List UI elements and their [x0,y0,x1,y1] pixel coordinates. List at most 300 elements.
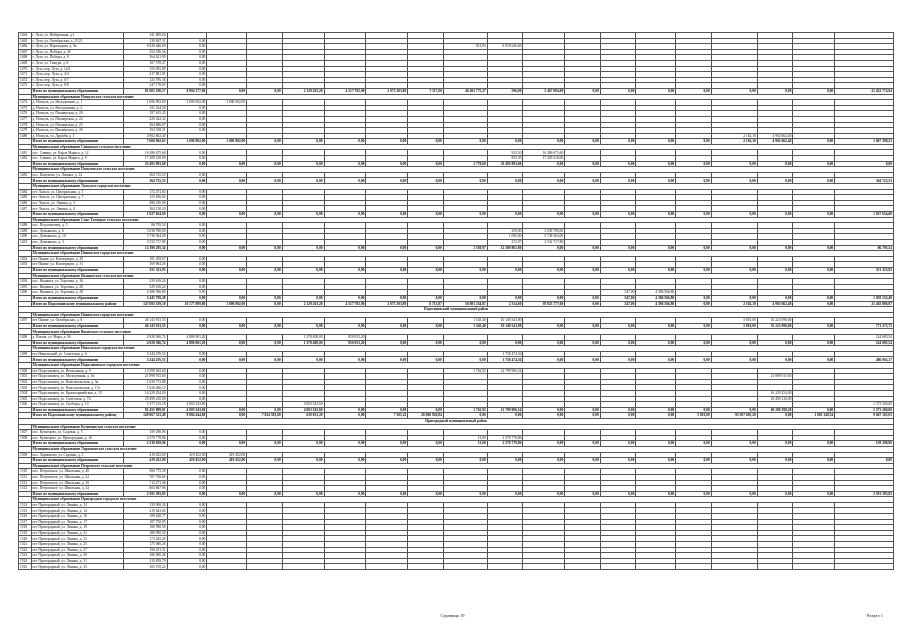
row-number-cell: 1516 [19,514,32,520]
value-cell: 0,00 [636,357,676,363]
value-cell: 1 696 902,00 [207,100,247,106]
value-cell: 529 616,24 [123,284,167,290]
address-cell: пос. Демьяново, д. 3 [31,239,123,245]
value-cell: 0,00 [565,139,601,145]
value-cell: 4 517 792,00 [324,301,366,307]
value-cell: 0,00 [600,323,636,329]
page-footer: Страница 19 [440,613,465,618]
value-cell: 0,00 [247,323,283,329]
address-cell: пгт Подосиновец, ул. Молодежная, д. 16 [31,374,123,380]
value-cell: 0,00 [600,88,636,94]
value-cell: 2 591 383,85 [123,491,167,497]
value-cell: 0,00 [408,458,444,464]
value-cell: 4 386 566,80 [636,290,676,296]
value-cell: 0,00 [247,178,283,184]
address-cell: Итого по муниципальному образованию [31,267,123,273]
address-cell: пгт Лальск, ул. Ленина, д. 4 [31,206,123,212]
value-cell: 0,00 [676,323,712,329]
value-cell: 0,00 [167,267,207,273]
value-cell: 0,00 [793,267,835,273]
value-cell: 4 902 662,40 [757,301,793,307]
value-cell: 0,00 [282,212,324,218]
value-cell: 0,00 [324,245,366,251]
value-cell: 4 902 662,40 [757,139,793,145]
value-cell: 0,00 [366,441,408,447]
row-number-cell: 1519 [19,530,32,536]
address-cell: Итого по муниципальному образованию [31,245,123,251]
value-cell: 0,00 [676,295,712,301]
value-cell: 8 884 444,80 [167,413,207,419]
value-cell: 123 976,36 [123,77,167,83]
value-cell: 0,00 [366,407,408,413]
value-cell: 1 696 902,00 [123,100,167,106]
value-cell: 0,00 [167,161,207,167]
row-number-cell: 1513 [19,486,32,492]
value-cell: 0,00 [443,178,487,184]
value-cell: 0,00 [793,407,835,413]
address-cell: д. Ношуль, ул. Пионерская, д. 20 [31,111,123,117]
row-number-cell: 1470 [19,66,32,72]
value-cell: 35 223 096,00 [757,318,793,324]
value-cell: 186 680,46 [123,553,167,559]
value-cell: 0,00 [324,407,366,413]
value-cell: 0,00 [207,161,247,167]
value-cell: 0,00 [636,458,676,464]
value-cell: 86 795,54 [835,245,894,251]
address-cell: пгт Пригородный, ул. Ленина, д. 21 [31,530,123,536]
address-cell: Итого по муниципальному образованию [31,161,123,167]
value-cell: 5 244 476,53 [123,357,167,363]
value-cell: 0,00 [167,323,207,329]
value-cell: 0,00 [793,491,835,497]
value-cell: 0,00 [636,441,676,447]
value-cell: 0,00 [757,458,793,464]
value-cell: 0,00 [711,441,757,447]
value-cell: 0,00 [282,295,324,301]
value-cell [443,564,487,570]
value-cell: 0,00 [487,491,523,497]
row-number-cell: 1472 [19,77,32,83]
row-number-cell: 1498 [19,335,32,341]
address-cell: пос. Петровское, ул. Школьная, д. 30 [31,480,123,486]
value-cell: 17 209 218,00 [523,156,565,162]
row-number-cell: 1508 [19,435,32,441]
section-title: Муниципальное образование Петровское сельское поселение [31,463,893,469]
value-cell: 5 810,00 [711,318,757,324]
row-number-cell: 1523 [19,553,32,559]
value-cell: 0,00 [565,161,601,167]
value-cell: 3 038 780,00 [523,228,565,234]
table-row [19,564,894,570]
value-cell: 0,00 [487,212,523,218]
value-cell: 1 696 902,00 [167,100,207,106]
value-cell: 0,00 [443,267,487,273]
address-cell: г. Луза, пер. Луза, д. 1а/2 [31,66,123,72]
value-cell: 0,00 [600,212,636,218]
value-cell: 2 162,10 [711,133,757,139]
address-cell: пгт Пригородный, ул. Ленина, д. 14 [31,508,123,514]
value-cell: 0,00 [366,491,408,497]
value-cell: 0,00 [676,407,712,413]
value-cell: 0,00 [487,295,523,301]
value-cell: 0,00 [207,340,247,346]
value-cell: 0,00 [167,66,207,72]
address-cell: пос. Петровское, ул. Школьная, д. 22 [31,474,123,480]
row-number-cell: 1525 [19,564,32,570]
value-cell: 1 378 408,00 [282,340,324,346]
value-cell: 0,00 [565,413,601,419]
value-cell [366,564,408,570]
value-cell: 0,00 [676,139,712,145]
value-cell: 0,00 [366,267,408,273]
value-cell: 0,00 [167,60,207,66]
row-number-cell: 1476 [19,111,32,117]
value-cell: 153 055,89 [123,66,167,72]
table-body [19,33,894,570]
address-cell: Итого по муниципальному образованию [31,178,123,184]
value-cell: 1 000,00 [487,234,523,240]
section-title: Муниципальное образование Ларионовское сельское поселение [31,446,893,452]
value-cell: 0,00 [835,458,894,464]
value-cell: 0,00 [282,178,324,184]
value-cell: 4 003 543,60 [167,402,207,408]
value-cell: 0,00 [324,491,366,497]
address-cell: пос. Якшанга, ул. Торговая, д. 16 [31,279,123,285]
value-cell: 0,00 [282,458,324,464]
value-cell: 4 902 662,40 [123,133,167,139]
value-cell: 0,00 [676,340,712,346]
section-title: Муниципальное образование Висимское сельское поселение [31,329,893,335]
row-number-cell: 1492 [19,256,32,262]
value-cell: 0,00 [523,161,565,167]
value-cell: 771 273,75 [835,323,894,329]
value-cell: 0,00 [676,301,712,307]
value-cell: 0,00 [324,267,366,273]
value-cell: 4 928 506,74 [123,340,167,346]
section-title: Муниципальное образование Спас-Талицкое сельское поселение [31,217,893,223]
value-cell: 4 517 792,00 [324,88,366,94]
value-cell: 0,00 [282,267,324,273]
value-cell: 0,00 [247,161,283,167]
value-cell: 0,00 [443,491,487,497]
value-cell: 5 244 476,53 [123,351,167,357]
value-cell: 0,00 [324,458,366,464]
value-cell: 0,00 [711,178,757,184]
value-cell: 0,00 [247,267,283,273]
value-cell: 0,00 [565,245,601,251]
value-cell: 1 696 902,00 [207,301,247,307]
row-number-cell: 1482 [19,156,32,162]
value-cell: 0,00 [565,267,601,273]
row-number-cell: 1507 [19,430,32,436]
value-cell: 0,00 [600,491,636,497]
address-cell: пгт Пригородный, ул. Ленина, д. 12 [31,502,123,508]
value-cell: 547,00 [600,290,636,296]
value-cell: 0,00 [167,195,207,201]
value-cell: 0,00 [565,491,601,497]
value-cell: 0,00 [282,491,324,497]
address-cell: Итого по муниципальному образованию [31,295,123,301]
value-cell: 10 149 543,80 [487,323,523,329]
value-cell: 0,00 [636,161,676,167]
value-cell: 0,00 [247,301,283,307]
address-cell: д. Ношуль, ул. Пионерская, д. 25 [31,122,123,128]
section-title: Муниципальное образование Подосиновское городское поселение [31,363,893,369]
value-cell [207,564,247,570]
value-cell: 0,00 [167,228,207,234]
value-cell: 258,00 [487,228,523,234]
value-cell: 264 686,07 [123,122,167,128]
value-cell: 0,00 [167,491,207,497]
value-cell: 0,00 [757,295,793,301]
address-cell: Итого по Подосиновскому муниципальному району [31,413,123,419]
value-cell: 0,00 [636,491,676,497]
row-number-cell: 1512 [19,480,32,486]
value-cell: 0,00 [167,49,207,55]
value-cell: 0,00 [167,284,207,290]
value-cell: 29 499 210,00 [123,396,167,402]
value-cell: 0,00 [757,413,793,419]
value-cell: 0,00 [247,88,283,94]
value-cell: 0,00 [487,139,523,145]
value-cell: 1 059 232,48 [835,295,894,301]
value-cell: 1 545,40 [443,318,487,324]
value-cell: 364 725,53 [123,172,167,178]
value-cell [282,564,324,570]
address-cell: Итого по муниципальному образованию [31,357,123,363]
row-number-cell: 1497 [19,318,32,324]
value-cell [565,564,601,570]
value-cell: 0,00 [711,212,757,218]
value-cell: 0,00 [565,301,601,307]
value-cell: 0,00 [565,212,601,218]
value-cell: 151 224,50 [123,105,167,111]
value-cell: 140 067 323,49 [123,413,167,419]
value-cell: 0,00 [600,267,636,273]
value-cell: 0,00 [167,385,207,391]
row-number-cell: 1481 [19,150,32,156]
value-cell: 1 027 654,60 [835,212,894,218]
value-cell: 8 713,87 [408,301,444,307]
value-cell: 0,00 [167,55,207,61]
value-cell: 0,00 [676,178,712,184]
row-number-cell: 1489 [19,228,32,234]
value-cell: 419 452,00 [167,452,207,458]
value-cell: 12 799 906,54 [487,368,523,374]
address-cell: пос. Подосиновец, д. 5 [31,223,123,229]
value-cell: 0,00 [408,245,444,251]
value-cell: 0,00 [757,357,793,363]
value-cell [600,564,636,570]
value-cell: 0,00 [167,374,207,380]
row-number-cell: 1468 [19,55,32,61]
value-cell: 81 001 190,17 [123,88,167,94]
value-cell: 0,00 [167,486,207,492]
value-cell: 351 323,93 [123,267,167,273]
value-cell: 4 880 901,20 [167,335,207,341]
value-cell: 0,00 [443,295,487,301]
value-cell: 0,00 [247,357,283,363]
value-cell: 0,00 [523,139,565,145]
value-cell: 0,00 [408,441,444,447]
value-cell: 159 290,96 [835,441,894,447]
value-cell: 0,00 [167,212,207,218]
value-cell: 4 386 566,80 [123,290,167,296]
value-cell: 0,00 [600,407,636,413]
value-cell: 13,00 [443,435,487,441]
address-cell: пгт Никольский, ул. Советская, д. 6 [31,351,123,357]
address-cell: пос. Кузнецово, ул. Садовая, д. 5 [31,430,123,436]
value-cell: 95 507 605,20 [711,413,757,419]
row-number-cell: 1467 [19,49,32,55]
value-cell: 0,00 [793,301,835,307]
value-cell: 0,00 [487,267,523,273]
value-cell [324,564,366,570]
address-cell: пос. Петровское, ул. Школьная, д. 20 [31,469,123,475]
value-cell: 199 620,77 [123,514,167,520]
value-cell: 7 305,22 [366,413,408,419]
value-cell: 0,00 [600,139,636,145]
value-cell: 0,00 [793,161,835,167]
value-cell: 707 768,66 [123,474,167,480]
value-cell: 0,00 [167,525,207,531]
address-cell: г. Луза, ул. Набережная, д.1 [31,33,123,39]
value-cell: 29 499 210,00 [757,396,793,402]
section-title: Муниципальное образование Лальское городское поселение [31,184,893,190]
address-cell: пос. Петровское, ул. Школьная, д. 32 [31,486,123,492]
value-cell: 4 003 543,60 [282,407,324,413]
row-number-cell: 1505 [19,396,32,402]
address-cell: пгт Лальск, ул. Ленина, д. 3 [31,200,123,206]
value-cell: 0,00 [366,295,408,301]
value-cell: 0,00 [167,245,207,251]
value-cell: 0,00 [600,413,636,419]
value-cell: 0,00 [167,77,207,83]
value-cell: 1 762,92 [443,368,487,374]
value-cell: 0,00 [523,357,565,363]
value-cell: 10 177 899,80 [167,301,207,307]
value-cell: 0,00 [167,351,207,357]
value-cell: 0,00 [757,245,793,251]
value-cell: 21 898 915,60 [757,374,793,380]
value-cell: 4 003 543,60 [167,407,207,413]
value-cell: 0,00 [167,474,207,480]
value-cell: 0,00 [523,245,565,251]
row-number-cell: 1524 [19,558,32,564]
value-cell: 0,00 [167,116,207,122]
value-cell: 0,00 [793,340,835,346]
address-cell: пгт Лальск, ул. Центральная, д. 1 [31,189,123,195]
value-cell: 183 570,24 [123,564,167,570]
value-cell: 0,00 [167,72,207,78]
value-cell: 4 880 901,20 [167,340,207,346]
value-cell: 0,00 [711,357,757,363]
value-cell: 21 898 915,60 [123,374,167,380]
address-cell: пгт Подосиновец, ул. Советская, д. 74 [31,396,123,402]
value-cell: 0,00 [167,441,207,447]
row-number-cell: 1493 [19,262,32,268]
value-cell: 0,00 [523,212,565,218]
value-cell: 0,00 [408,323,444,329]
address-cell: пос. Папулово, ул. Ленина, д. 12 [31,172,123,178]
value-cell: 0,00 [793,178,835,184]
value-cell: 0,00 [408,407,444,413]
row-number-cell: 1503 [19,385,32,391]
value-cell: 0,00 [565,407,601,413]
value-cell: 0,00 [366,340,408,346]
value-cell: 0,00 [676,161,712,167]
value-cell: 0,00 [523,340,565,346]
value-cell: 0,00 [757,88,793,94]
address-cell: г. Луза, ул. Пароходная, д. 9а [31,44,123,50]
row-number-cell: 1510 [19,469,32,475]
value-cell: 0,00 [565,295,601,301]
value-cell: 0,00 [324,413,366,419]
value-cell: 0,00 [408,267,444,273]
value-cell: 194 538,31 [123,128,167,134]
value-cell: 16 286 675,60 [523,150,565,156]
value-cell: 0,00 [636,323,676,329]
value-cell: 0,00 [636,407,676,413]
section-title: Муниципальное образование Ношульское сельское поселение [31,94,893,100]
value-cell: 180 990,50 [123,530,167,536]
value-cell: 2 370 778,86 [487,435,523,441]
value-cell: 0,00 [793,295,835,301]
value-cell: 0,00 [757,178,793,184]
value-cell: 0,00 [167,469,207,475]
value-cell: 0,00 [636,178,676,184]
value-cell: 0,00 [247,407,283,413]
value-cell: 0,00 [565,88,601,94]
value-cell: 147 693 359,18 [123,301,167,307]
row-number-cell: 1486 [19,200,32,206]
row-number-cell: 1485 [19,195,32,201]
row-number-cell: 1475 [19,105,32,111]
address-cell: Итого по муниципальному образованию [31,139,123,145]
value-cell: 419 452,00 [123,452,167,458]
value-cell: 0,00 [676,267,712,273]
value-cell: 6 918 646,60 [487,44,523,50]
value-cell: 229 422,32 [123,116,167,122]
value-cell: 81 451 809,01 [123,407,167,413]
value-cell: 0,00 [167,150,207,156]
address-cell: пгт Пригородный, ул. Ленина, д. 33 [31,564,123,570]
value-cell: 0,00 [167,391,207,397]
value-cell: 0,00 [167,547,207,553]
address-cell: г. Луза, ул. Тимура, д. 8 [31,60,123,66]
value-cell: 210 859,79 [123,558,167,564]
address-cell: пгт Подосиновец, ул. Комсомольская, д. 17а [31,385,123,391]
value-cell: 0,00 [167,279,207,285]
row-number-cell: 1511 [19,474,32,480]
value-cell: 0,00 [167,480,207,486]
value-cell: 0,00 [247,458,283,464]
value-cell [523,564,565,570]
value-cell: 0,00 [408,212,444,218]
value-cell: 0,00 [366,212,408,218]
value-cell: 304 150,20 [123,206,167,212]
value-cell: 0,00 [167,536,207,542]
value-cell: 0,00 [167,122,207,128]
value-cell: 0,00 [167,44,207,50]
value-cell: 0,00 [366,323,408,329]
row-number-cell: 1495 [19,284,32,290]
value-cell: 4 902 662,40 [757,133,793,139]
address-cell: пос. Демьяново, д. 10 [31,234,123,240]
value-cell: 1 762,92 [443,407,487,413]
value-cell: 181 459,67 [123,256,167,262]
value-cell: 0,00 [247,441,283,447]
